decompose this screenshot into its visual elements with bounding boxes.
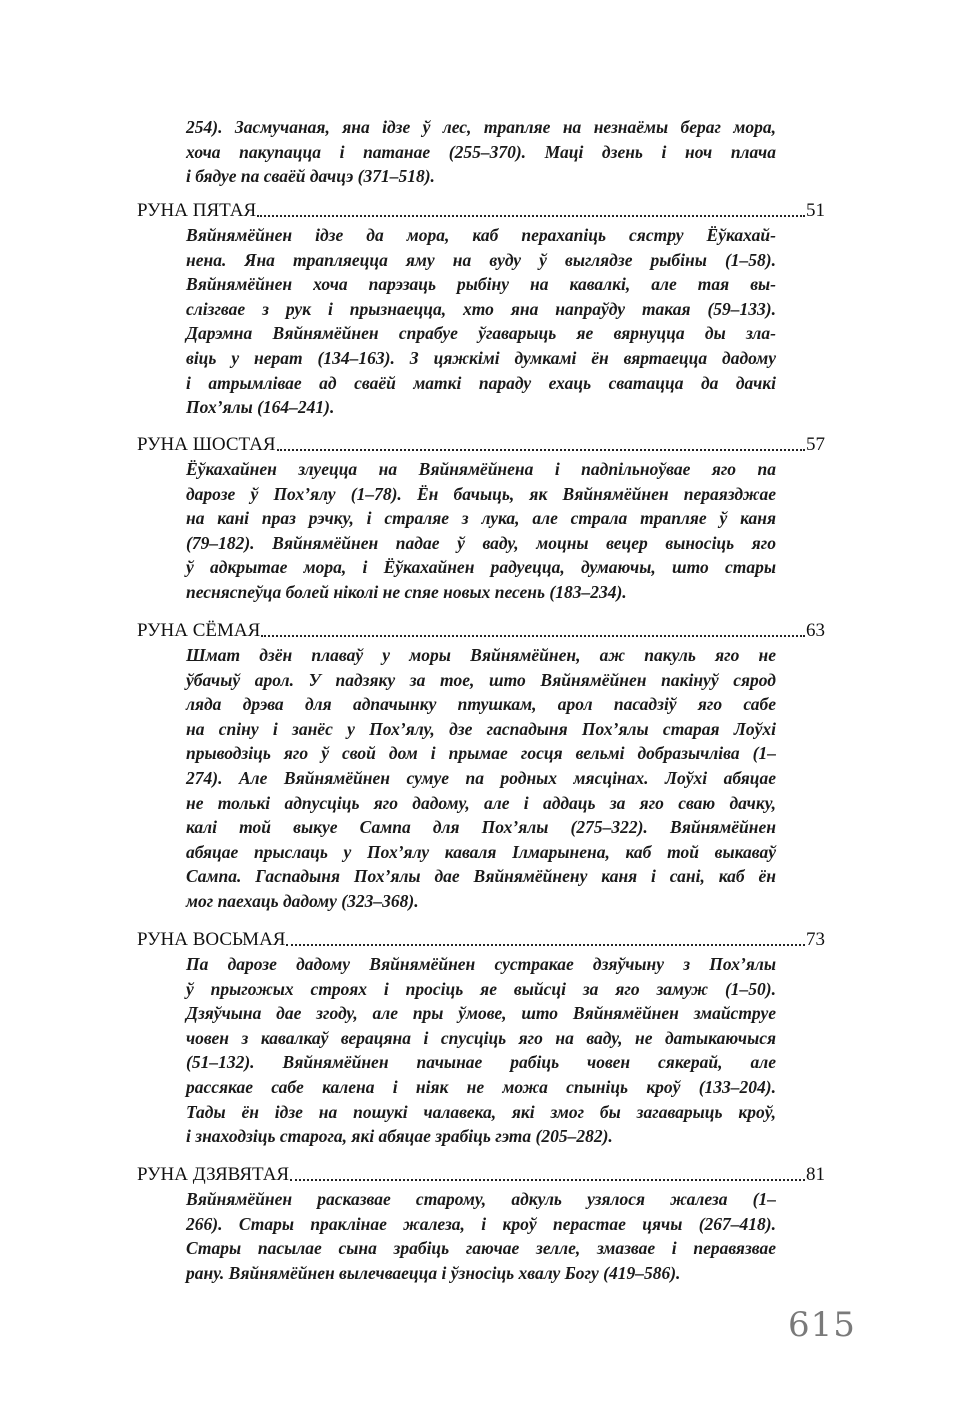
summary-line: Стары пасылае сына зрабіць гаючае зелле, змазвае і перавязвае bbox=[186, 1238, 776, 1259]
summary-line: мог паехаць дадому (323–368). bbox=[186, 890, 419, 911]
toc-entry-heading[interactable] bbox=[137, 928, 825, 952]
entry-summary bbox=[186, 643, 776, 914]
summary-line: Шмат дзён плаваў у моры Вяйнямёйнен, аж пакуль яго не bbox=[186, 645, 776, 665]
summary-line: Пох’ялы (164–241). bbox=[186, 397, 335, 418]
entry-page-number: 63 bbox=[806, 620, 825, 641]
summary-line: 254). Засмучаная, яна ідзе ў лес, трапляе на незнаёмы бераг мора, bbox=[186, 117, 776, 137]
dot-leader bbox=[286, 944, 805, 946]
summary-line: рану. Вяйнямёйнен вылечваецца і ўзносіць хвалу Богу (419–586). bbox=[186, 1262, 681, 1283]
summary-line: не толькі адпусціць яго дадому, але і аддаць за яго сваю дачку, bbox=[186, 792, 776, 813]
summary-line: ляда дрэва для адпачынку птушкам, арол пасадзіў яго сабе bbox=[186, 694, 776, 715]
summary-line: Вяйнямёйнен хоча парэзаць рыбіну на кавалкі, але тая вы- bbox=[186, 274, 776, 295]
summary-line: Вяйнямёйнен ідзе да мора, каб перахапіць сястру Ёўкахай- bbox=[186, 225, 776, 245]
summary-line: Вяйнямёйнен расказвае старому, адкуль узялося жалеза (1– bbox=[186, 1189, 776, 1209]
dot-leader bbox=[257, 215, 805, 217]
summary-line: човен з кавалкаў верацяна і спусціць яго на ваду, не датыкаючыся bbox=[186, 1027, 776, 1048]
toc-entry bbox=[137, 199, 825, 420]
summary-line: (79–182). Вяйнямёйнен падае ў ваду, моцны вецер выносіць яго bbox=[186, 532, 776, 553]
summary-line: Дзяўчына дае згоду, але пры ўмове, што Вяйнямёйнен змайструе bbox=[186, 1003, 776, 1024]
summary-line: Сампа. Гаспадыня Пох’ялы дае Вяйнямёйнену каня і сані, каб ён bbox=[186, 866, 776, 887]
summary-line: Тады ён ідзе на пошукі чалавека, які змог бы загаварыць кроў, bbox=[186, 1101, 776, 1122]
summary-line: нена. Яна трапляецца яму на вуду ў выглядзе рыбіны (1–58). bbox=[186, 249, 776, 270]
entry-summary bbox=[186, 115, 776, 189]
summary-line: віць у нерат (134–163). З цяжкімі думкамі ён вяртаецца дадому bbox=[186, 347, 776, 368]
summary-line: Дарэмна Вяйнямёйнен спрабуе ўгаварыць яе вярнуцца ды зла- bbox=[186, 323, 776, 344]
toc-entry bbox=[137, 433, 825, 605]
summary-line: песняспеўца болей ніколі не спяе новых песень (183–234). bbox=[186, 581, 627, 602]
entry-title: РУНА СЁМАЯ bbox=[137, 620, 261, 641]
entry-summary bbox=[186, 952, 776, 1149]
summary-line: (51–132). Вяйнямёйнен пачынае рабіць човен сякерай, але bbox=[186, 1052, 776, 1073]
entry-page-number: 51 bbox=[806, 200, 825, 221]
entry-page-number: 81 bbox=[806, 1164, 825, 1185]
summary-line: і знаходзіць старога, які абяцае зрабіць гэта (205–282). bbox=[186, 1126, 613, 1147]
toc-entry-heading[interactable] bbox=[137, 199, 825, 223]
summary-line: Па дарозе дадому Вяйнямёйнен сустракае дзяўчыну з Пох’ялы bbox=[186, 954, 776, 974]
summary-line: і атрымлівае ад сваёй маткі параду ехаць сватацца да дачкі bbox=[186, 372, 776, 393]
summary-line: Ёўкахайнен злуецца на Вяйнямёйнена і падпільноўвае яго па bbox=[186, 459, 776, 479]
summary-line: ў прыгожых строях і просіць яе выйсці за яго замуж (1–50). bbox=[186, 978, 776, 999]
summary-line: 274). Але Вяйнямёйнен сумуе па родных мясцінах. Лоўхі абяцае bbox=[186, 767, 776, 788]
toc-entry-heading[interactable] bbox=[137, 619, 825, 643]
toc-entry bbox=[137, 619, 825, 914]
toc-continuation bbox=[137, 115, 825, 189]
toc-entry-heading[interactable] bbox=[137, 433, 825, 457]
entry-page-number: 57 bbox=[806, 434, 825, 455]
entry-summary bbox=[186, 457, 776, 605]
summary-line: ў адкрытае мора, і Ёўкахайнен радуецца, думаючы, што стары bbox=[186, 557, 776, 578]
summary-line: прыводзіць яго ў свой дом і прымае госця вельмі добразычліва (1– bbox=[186, 743, 776, 764]
summary-line: хоча пакупацца і патанае (255–370). Маці дзень і ноч плача bbox=[186, 141, 776, 162]
dot-leader bbox=[261, 635, 805, 637]
entry-title: РУНА ВОСЬМАЯ bbox=[137, 929, 286, 950]
dot-leader bbox=[277, 449, 805, 451]
page-number: 615 bbox=[788, 1305, 856, 1345]
summary-line: абяцае прыслаць у Пох’ялу каваля Ілмарынена, каб той выкаваў bbox=[186, 841, 776, 862]
entry-summary bbox=[186, 223, 776, 420]
toc-entry-heading[interactable] bbox=[137, 1163, 825, 1187]
summary-line: калі той выкуе Сампа для Пох’ялы (275–322). Вяйнямёйнен bbox=[186, 817, 776, 838]
summary-line: 266). Стары праклінае жалеза, і кроў перастае цячы (267–418). bbox=[186, 1213, 776, 1234]
entry-title: РУНА ПЯТАЯ bbox=[137, 200, 257, 221]
entry-page-number: 73 bbox=[806, 929, 825, 950]
entry-title: РУНА ШОСТАЯ bbox=[137, 434, 276, 455]
toc-entry bbox=[137, 1163, 825, 1285]
entry-title: РУНА ДЗЯВЯТАЯ bbox=[137, 1164, 290, 1185]
summary-line: дарозе ў Пох’ялу (1–78). Ён бачыць, як Вяйнямёйнен пераязджае bbox=[186, 483, 776, 504]
summary-line: рассякае сабе калена і ніяк не можа спыніць кроў (133–204). bbox=[186, 1076, 776, 1097]
dot-leader bbox=[290, 1179, 805, 1181]
summary-line: слізгвае з рук і прызнаецца, хто яна напраўду такая (59–133). bbox=[186, 298, 776, 319]
summary-line: і бядуе па сваёй дачцэ (371–518). bbox=[186, 166, 435, 187]
summary-line: ўбачыў арол. У падзяку за тое, што Вяйнямёйнен пакінуў сярод bbox=[186, 669, 776, 690]
summary-line: на кані праз рэчку, і страляе з лука, але страла трапляе ў каня bbox=[186, 508, 776, 529]
summary-line: на спіну і занёс у Пох’ялу, дзе гаспадыня Пох’ялы старая Лоўхі bbox=[186, 718, 776, 739]
toc-entry bbox=[137, 928, 825, 1149]
entry-summary bbox=[186, 1187, 776, 1285]
